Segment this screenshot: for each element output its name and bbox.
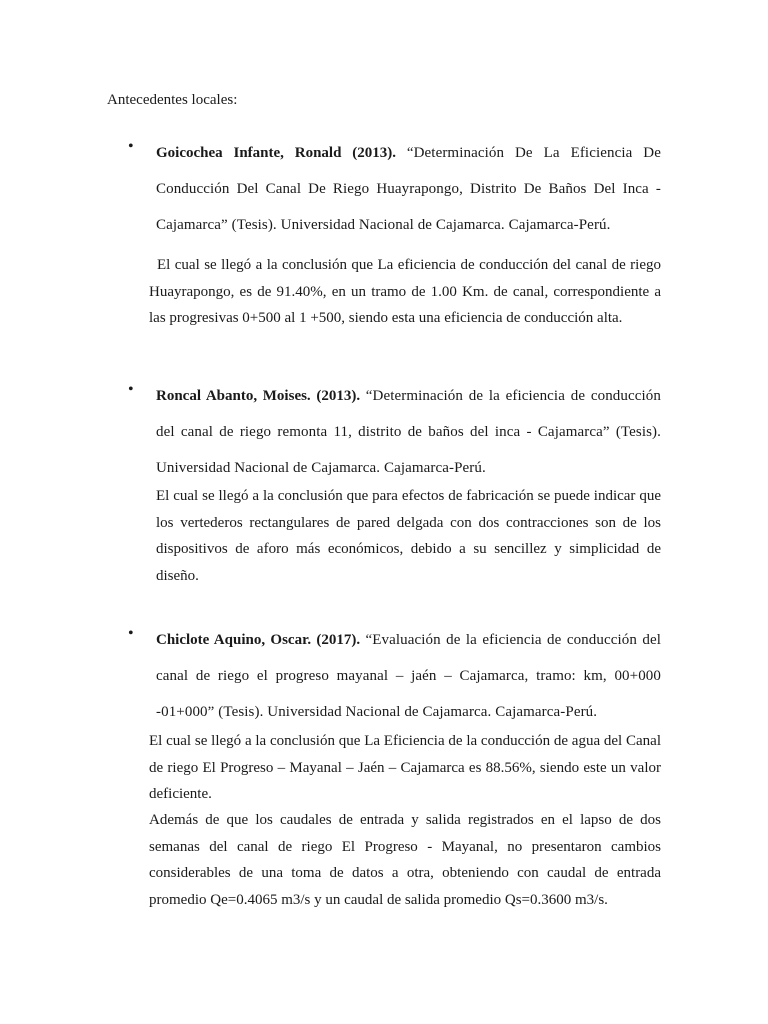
bullet-icon: • [128,138,134,155]
reference-conclusion-extra: Además de que los caudales de entrada y salida registrados en el lapso de dos semanas del canal de riego El Progreso - Mayanal, no presentaron cambios considerables de una toma de datos a otra, obteniendo con caudal de entrada promedio Qe=0.4065 m3/s y un caudal de salida promedio Qs=0.3600 m3/s. [149,812,661,908]
reference-citation [156,135,661,243]
reference-conclusion: El cual se llegó a la conclusión que La Eficiencia de la conducción de agua del Canal de riego El Progreso – Mayanal – Jaén – Cajamarca es 88.56%, siendo este un valor deficiente. [149,733,661,802]
reference-conclusion: El cual se llegó a la conclusión que La eficiencia de conducción del canal de riego Huayrapongo, es de 91.40%, en un tramo de 1.00 Km. de canal, correspondiente a las progresivas 0+500 al 1 +500, siendo esta una eficiencia de conducción alta. [149,257,661,326]
section-heading: Antecedentes locales: [107,92,238,108]
reference-conclusion: El cual se llegó a la conclusión que para efectos de fabricación se puede indicar que los vertederos rectangulares de pared delgada con dos contracciones son de los dispositivos de aforo más económicos, debido a su sencillez y simplicidad de diseño. [156,488,661,584]
reference-author: Chiclote Aquino, Oscar. (2017). [156,632,361,648]
reference-title: “Evaluación de la eficiencia de conducción del canal de riego el progreso mayanal – jaén – Cajamarca, tramo: km, 00+000 -01+000” (Tesis). Universidad Nacional de Cajamarca. Cajamarca-Perú. [156,632,662,720]
reference-author: Roncal Abanto, Moises. (2013). [156,388,361,404]
bullet-icon: • [128,625,134,642]
reference-title: “Determinación de la eficiencia de conducción del canal de riego remonta 11, distrito de baños del inca - Cajamarca” (Tesis). Universidad Nacional de Cajamarca. Cajamarca-Perú. [156,388,661,476]
reference-author: Goicochea Infante, Ronald (2013). [156,145,397,161]
reference-citation [156,622,661,730]
bullet-icon: • [128,381,134,398]
reference-citation [156,378,661,486]
reference-title: “Determinación De La Eficiencia De Conducción Del Canal De Riego Huayrapongo, Distrito De Baños Del Inca - Cajamarca” (Tesis). Universidad Nacional de Cajamarca. Cajamarca-Perú. [156,145,661,233]
